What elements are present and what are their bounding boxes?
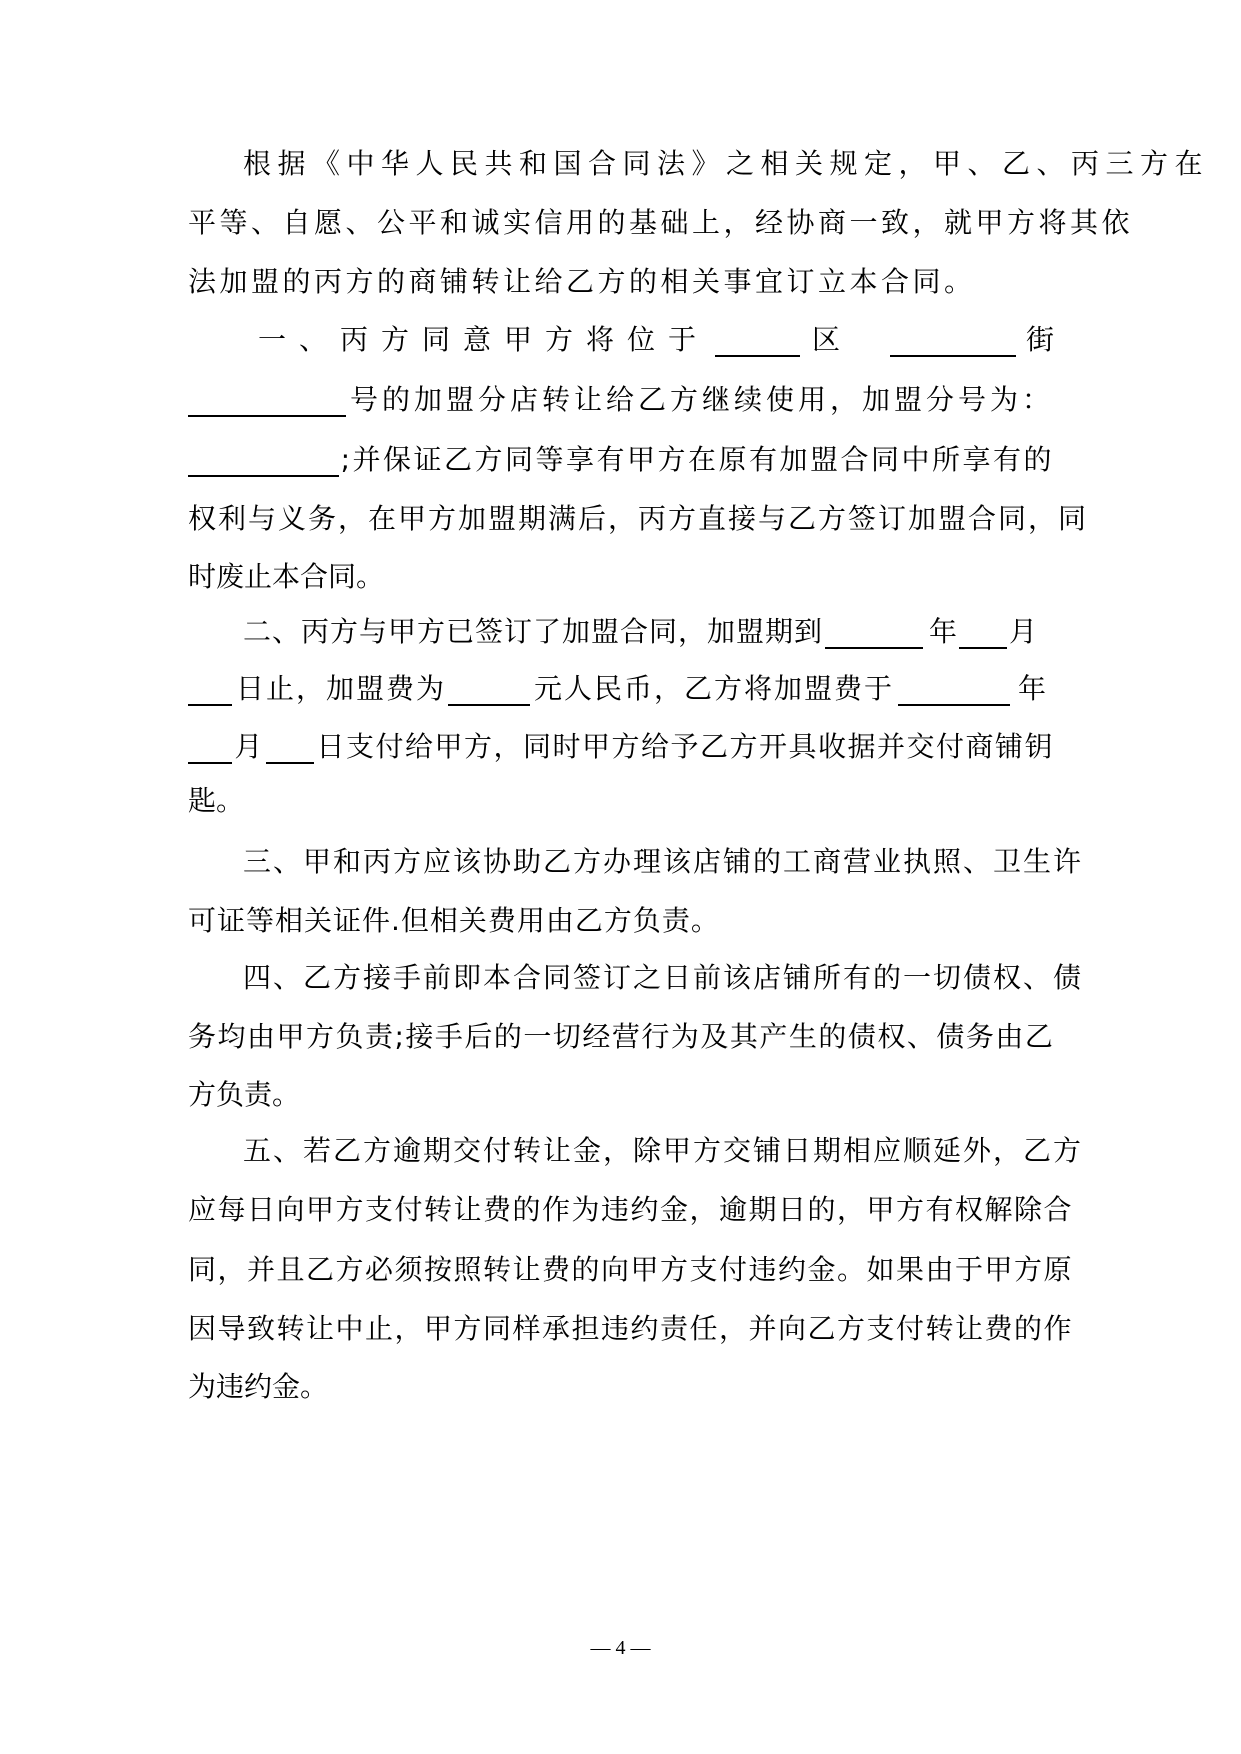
clause1-line-5 [188,557,1054,597]
clause1-line-1-text-a: 一、丙方同意甲方将位于 [258,323,710,356]
clause2-line-1 [243,612,1054,652]
clause2-line-3-text-a: 月 [234,730,263,763]
clause4-line-2-text: 务均由甲方负责;接手后的一切经营行为及其产生的债权、债务由乙 [188,1020,1055,1053]
clause5-line-2-text: 应每日向甲方支付转让费的作为违约金，逾期日的，甲方有权解除合 [188,1193,1074,1226]
clause3-line-2 [188,901,1054,941]
clause2-line-2-text-c: 年 [1018,672,1047,705]
clause5-line-2 [188,1190,1074,1230]
clause2-line-3-text-b: 日支付给甲方，同时甲方给予乙方开具收据并交付商铺钥 [316,730,1054,763]
clause5-line-4 [188,1309,1074,1349]
intro-line-1-text: 根据《中华人民共和国合同法》之相关规定，甲、乙、丙三方在 [243,147,1210,180]
term-day-blank [188,676,232,706]
intro-line-3-text: 法加盟的丙方的商铺转让给乙方的相关事宜订立本合同。 [188,265,976,298]
clause3-line-2-text: 可证等相关证件.但相关费用由乙方负责。 [188,904,720,937]
clause5-line-5 [188,1367,1054,1407]
payment-day-blank [266,734,314,764]
clause2-line-2 [188,669,1054,709]
clause2-line-4 [188,781,1054,821]
clause1-line-3 [188,440,1054,480]
clause5-line-3 [188,1250,1074,1290]
clause1-line-2-text: 号的加盟分店转让给乙方继续使用，加盟分号为： [349,383,1054,416]
clause4-line-1 [243,958,1084,998]
street-blank [890,327,1016,357]
clause1-line-4 [188,499,1089,539]
intro-line-1 [243,144,1210,184]
clause1-line-4-text: 权利与义务，在甲方加盟期满后，丙方直接与乙方签订加盟合同，同 [188,502,1089,535]
district-blank [715,327,800,357]
franchise-number-blank [188,447,339,477]
term-year-blank [825,619,923,649]
clause5-line-3-text: 同，并且乙方必须按照转让费的向甲方支付违约金。如果由于甲方原 [188,1253,1074,1286]
clause2-line-3 [188,727,1054,767]
clause4-line-1-text: 四、乙方接手前即本合同签订之日前该店铺所有的一切债权、债 [243,961,1084,994]
clause1-line-5-text: 时废止本合同。 [188,560,385,593]
clause1-line-1 [258,320,1054,360]
clause3-line-1-text: 三、甲和丙方应该协助乙方办理该店铺的工商营业执照、卫生许 [243,845,1084,878]
intro-line-2-text: 平等、自愿、公平和诚实信用的基础上，经协商一致，就甲方将其依 [188,206,1134,239]
term-month-blank [959,619,1007,649]
page-number: — 4 — [590,1637,651,1659]
clause3-line-1 [243,842,1084,882]
clause5-line-4-text: 因导致转让中止，甲方同样承担违约责任，并向乙方支付转让费的作 [188,1312,1074,1345]
clause2-line-2-text-b: 元人民币，乙方将加盟费于 [534,672,895,705]
clause2-line-1-text-a: 二、丙方与甲方已签订了加盟合同，加盟期到 [243,615,824,648]
intro-line-3 [188,262,1054,302]
clause4-line-3-text: 方负责。 [188,1078,301,1111]
clause5-line-5-text: 为违约金。 [188,1370,329,1403]
clause2-line-1-text-b: 年 [929,615,958,648]
fee-amount-blank [448,676,530,706]
clause4-line-3 [188,1075,1054,1115]
clause5-line-1 [243,1131,1084,1171]
payment-year-blank [898,676,1010,706]
clause2-line-1-text-c: 月 [1009,615,1038,648]
clause1-line-1-text-b: 区 [812,323,841,356]
clause4-line-2 [188,1017,1054,1057]
clause5-line-1-text: 五、若乙方逾期交付转让金，除甲方交铺日期相应顺延外，乙方 [243,1134,1084,1167]
intro-line-2 [188,203,1134,243]
clause2-line-4-text: 匙。 [188,784,245,817]
clause1-line-1-text-c: 街 [1025,323,1054,356]
clause1-line-2 [188,380,1054,420]
number-blank [188,387,346,417]
clause1-line-3-text: ;并保证乙方同等享有甲方在原有加盟合同中所享有的 [340,443,1054,476]
payment-month-blank [188,734,232,764]
clause2-line-2-text-a: 日止，加盟费为 [236,672,447,705]
